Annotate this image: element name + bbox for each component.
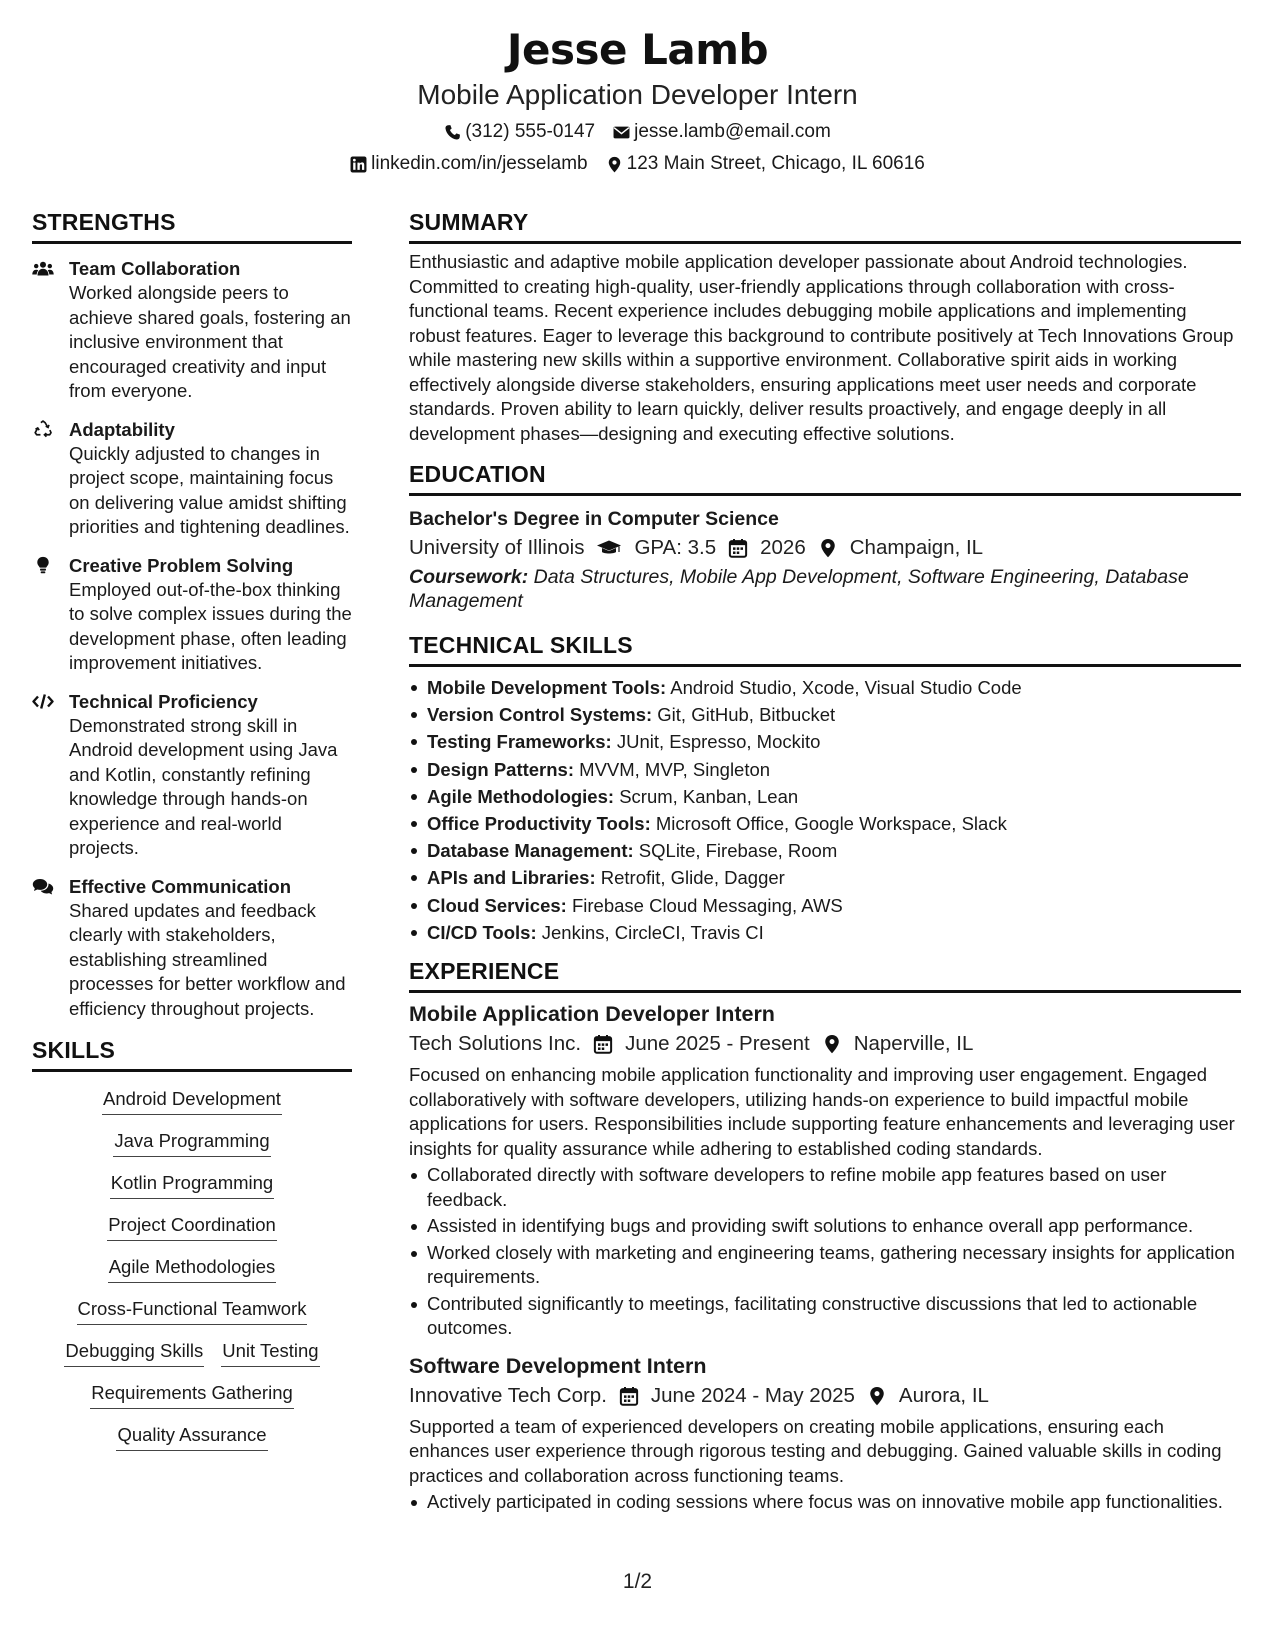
skills-row xyxy=(32,1338,352,1367)
technical-skill-item xyxy=(409,864,1241,891)
strength-desc: Worked alongside peers to achieve shared goals, fostering an inclusive environment that encouraged creativity and input from everyone. xyxy=(69,282,351,401)
skill-tag: Debugging Skills xyxy=(64,1338,204,1367)
technical-skill-label: Mobile Development Tools: xyxy=(427,677,667,698)
experience-heading: EXPERIENCE xyxy=(409,958,560,985)
technical-skill-value: Git, GitHub, Bitbucket xyxy=(657,704,836,726)
job-bullet: Worked closely with marketing and engineering teams, gathering necessary insights for application requirements. xyxy=(409,1241,1241,1290)
technical-skill-item xyxy=(409,892,1241,919)
strength-name: Adaptability xyxy=(69,418,175,440)
page-number: 1/2 xyxy=(622,1570,653,1593)
strength-desc: Demonstrated strong skill in Android development using Java and Kotlin, constantly refining knowledge through hands-on experience and real-world projects. xyxy=(69,714,338,858)
strength-desc: Shared updates and feedback clearly with stakeholders, establishing streamlined processes for better workflow and efficiency throughout projects. xyxy=(69,899,346,1019)
job-bullet: Collaborated directly with software developers to refine mobile app features based on user feedback. xyxy=(409,1163,1241,1212)
technical-skills-heading: TECHNICAL SKILLS xyxy=(409,632,633,658)
map-pin-icon xyxy=(606,156,623,173)
phone-icon xyxy=(444,124,461,141)
technical-skill-item xyxy=(409,837,1241,864)
job-meta xyxy=(409,1029,1241,1059)
skill-tag: Requirements Gathering xyxy=(90,1380,294,1409)
skills-list xyxy=(32,1086,352,1451)
lightbulb-icon xyxy=(32,556,54,575)
code-icon xyxy=(32,692,54,711)
linkedin-contact[interactable] xyxy=(350,152,588,176)
skills-row xyxy=(32,1254,352,1283)
skill-tag: Quality Assurance xyxy=(116,1422,267,1451)
skills-row xyxy=(32,1212,352,1241)
technical-skill-item xyxy=(409,728,1241,755)
skill-tag: Project Coordination xyxy=(107,1212,277,1241)
technical-skill-item xyxy=(409,756,1241,783)
education-heading: EDUCATION xyxy=(409,461,546,487)
skills-row xyxy=(32,1296,352,1325)
skill-tag: Unit Testing xyxy=(221,1338,319,1367)
technical-skill-label: CI/CD Tools: xyxy=(427,921,537,943)
technical-skills-list xyxy=(409,674,1241,946)
calendar-icon xyxy=(593,1034,613,1054)
section-divider xyxy=(32,1069,352,1072)
email-text[interactable]: jesse.lamb@email.com xyxy=(634,121,831,142)
right-column xyxy=(409,206,1241,1515)
job-bullets xyxy=(409,1490,1241,1515)
resume-header xyxy=(0,22,1275,176)
technical-skill-value: SQLite, Firebase, Room xyxy=(638,840,838,862)
technical-skill-value: JUnit, Espresso, Mockito xyxy=(616,731,821,753)
skills-row xyxy=(32,1422,352,1451)
calendar-icon xyxy=(728,538,748,558)
strength-item xyxy=(32,874,352,1022)
job-bullets xyxy=(409,1163,1241,1341)
skill-tag: Java Programming xyxy=(113,1128,270,1157)
company-name: Innovative Tech Corp. xyxy=(409,1383,607,1407)
graduation-cap-icon xyxy=(596,538,622,558)
section-divider xyxy=(32,241,352,244)
technical-skill-item xyxy=(409,810,1241,837)
job-title: Mobile Application Developer Intern xyxy=(409,1002,775,1027)
job-description: Focused on enhancing mobile application functionality and improving user engagement. Engaged collaboratively with software developers, utilizing hands-on experience to build impactful mobile applications for users. Responsibilities include supporting feature enhancements and leveraging user insights for quality assurance while adhering to established coding standards. xyxy=(409,1064,1235,1159)
job-title: Software Development Intern xyxy=(409,1353,707,1378)
recycle-icon xyxy=(32,420,54,439)
phone-contact xyxy=(444,120,595,144)
strengths-section xyxy=(32,206,352,1021)
address-contact xyxy=(606,152,925,176)
technical-skill-item xyxy=(409,701,1241,728)
technical-skill-label: Design Patterns: xyxy=(427,758,575,780)
section-divider xyxy=(409,493,1241,496)
technical-skill-item xyxy=(409,674,1241,701)
technical-skill-value: MVVM, MVP, Singleton xyxy=(579,758,771,780)
graduation-year: 2026 xyxy=(760,536,806,559)
job-location: Naperville, IL xyxy=(853,1032,974,1056)
technical-skill-item xyxy=(409,783,1241,810)
strengths-heading: STRENGTHS xyxy=(32,209,176,235)
experience-section xyxy=(409,955,1241,1515)
technical-skill-value: Microsoft Office, Google Workspace, Slack xyxy=(655,813,1007,835)
technical-skill-value: Firebase Cloud Messaging, AWS xyxy=(571,894,843,916)
skills-row xyxy=(32,1170,352,1199)
phone-text: (312) 555-0147 xyxy=(465,121,596,142)
envelope-icon xyxy=(613,124,630,141)
coursework-list: Data Structures, Mobile App Development, Software Engineering, Database Management xyxy=(409,566,1189,612)
technical-skill-label: Database Management: xyxy=(427,840,634,862)
experience-list xyxy=(409,999,1241,1515)
strength-desc: Employed out-of-the-box thinking to solve complex issues during the development phase, often leading improvement initiatives. xyxy=(69,578,352,673)
company-name: Tech Solutions Inc. xyxy=(409,1032,582,1056)
skills-row xyxy=(32,1086,352,1115)
technical-skill-label: Version Control Systems: xyxy=(427,704,653,726)
summary-heading: SUMMARY xyxy=(409,209,529,235)
technical-skills-section xyxy=(409,629,1241,946)
job-description: Supported a team of experienced developers on creating mobile applications, ensuring each enhances user experience through rigorous testing and debugging. Gained valuable skills in coding practices and collaboration across functioning teams. xyxy=(409,1415,1222,1486)
job-dates: June 2025 - Present xyxy=(625,1032,810,1056)
map-pin-icon xyxy=(818,538,838,558)
strength-desc: Quickly adjusted to changes in project scope, maintaining focus on delivering value amidst shifting priorities and tightening deadlines. xyxy=(69,442,350,537)
strength-item xyxy=(32,256,352,404)
job-meta xyxy=(409,1381,1241,1411)
linkedin-icon xyxy=(350,156,367,173)
comments-icon xyxy=(32,877,54,896)
technical-skill-item xyxy=(409,919,1241,946)
map-pin-icon xyxy=(822,1034,842,1054)
users-icon xyxy=(32,259,54,278)
candidate-name: Jesse Lamb xyxy=(506,25,769,74)
map-pin-icon xyxy=(867,1386,887,1406)
technical-skill-label: Testing Frameworks: xyxy=(427,731,612,753)
contact-row xyxy=(0,120,1275,144)
job-entry xyxy=(409,1351,1241,1515)
skill-tag: Kotlin Programming xyxy=(110,1170,274,1199)
education-section xyxy=(409,458,1241,613)
section-divider xyxy=(409,241,1241,244)
contact-row-2 xyxy=(0,152,1275,176)
job-entry xyxy=(409,999,1241,1341)
job-location: Aurora, IL xyxy=(898,1383,989,1407)
left-column xyxy=(32,206,352,1451)
section-divider xyxy=(409,664,1241,667)
technical-skill-label: Cloud Services: xyxy=(427,894,567,916)
technical-skill-value: Scrum, Kanban, Lean xyxy=(619,785,799,807)
skill-tag: Android Development xyxy=(102,1086,282,1115)
coursework xyxy=(409,565,1241,613)
address-text: 123 Main Street, Chicago, IL 60616 xyxy=(626,153,925,174)
calendar-icon xyxy=(619,1386,639,1406)
email-contact[interactable] xyxy=(613,120,831,144)
school-name: University of Illinois xyxy=(409,536,585,559)
school-location: Champaign, IL xyxy=(849,536,984,559)
technical-skill-value: Jenkins, CircleCI, Travis CI xyxy=(541,921,764,943)
education-meta xyxy=(409,533,1241,563)
candidate-title: Mobile Application Developer Intern xyxy=(417,79,858,110)
linkedin-text[interactable]: linkedin.com/in/jesselamb xyxy=(371,153,588,174)
skills-heading: SKILLS xyxy=(32,1037,115,1063)
strength-item xyxy=(32,689,352,861)
skill-tag: Agile Methodologies xyxy=(108,1254,277,1283)
technical-skill-value: Android Studio, Xcode, Visual Studio Code xyxy=(670,677,1022,698)
strength-name: Technical Proficiency xyxy=(69,690,258,712)
technical-skill-label: Office Productivity Tools: xyxy=(427,813,651,835)
gpa-text: GPA: 3.5 xyxy=(634,536,717,559)
technical-skill-label: Agile Methodologies: xyxy=(427,785,615,807)
strength-name: Team Collaboration xyxy=(69,258,241,279)
job-bullet: Contributed significantly to meetings, facilitating constructive discussions that led to actionable outcomes. xyxy=(409,1292,1241,1341)
technical-skill-label: APIs and Libraries: xyxy=(427,867,596,889)
job-dates: June 2024 - May 2025 xyxy=(650,1383,855,1407)
skills-row xyxy=(32,1380,352,1409)
summary-text: Enthusiastic and adaptive mobile application developer passionate about Android technologies. Committed to creating high-quality, user-friendly applications through collaboration with cross-functional teams. Recent experience includes debugging mobile applications and implementing robust features. Eager to leverage this background to contribute positively at Tech Innovations Group while mastering new skills within a supportive environment. Collaborative spirit aids in working effectively alongside diverse stakeholders, ensuring applications meet user needs and corporate standards. Proven ability to learn quickly, deliver results proactively, and engage deeply in all development phases—designing and executing effective solutions. xyxy=(409,251,1234,444)
strength-item xyxy=(32,553,352,676)
job-bullet: Assisted in identifying bugs and providing swift solutions to enhance overall app performance. xyxy=(409,1214,1241,1239)
skills-row xyxy=(32,1128,352,1157)
degree-title: Bachelor's Degree in Computer Science xyxy=(409,508,779,530)
summary-section xyxy=(409,206,1241,446)
skills-section xyxy=(32,1034,352,1451)
skill-tag: Cross-Functional Teamwork xyxy=(77,1296,308,1325)
strength-name: Creative Problem Solving xyxy=(69,554,294,576)
strength-name: Effective Communication xyxy=(69,875,292,897)
coursework-label: Coursework: xyxy=(409,566,529,588)
section-divider xyxy=(409,990,1241,993)
technical-skill-value: Retrofit, Glide, Dagger xyxy=(600,867,785,889)
job-bullet: Actively participated in coding sessions where focus was on innovative mobile app functionalities. xyxy=(409,1490,1241,1515)
strength-item xyxy=(32,417,352,540)
